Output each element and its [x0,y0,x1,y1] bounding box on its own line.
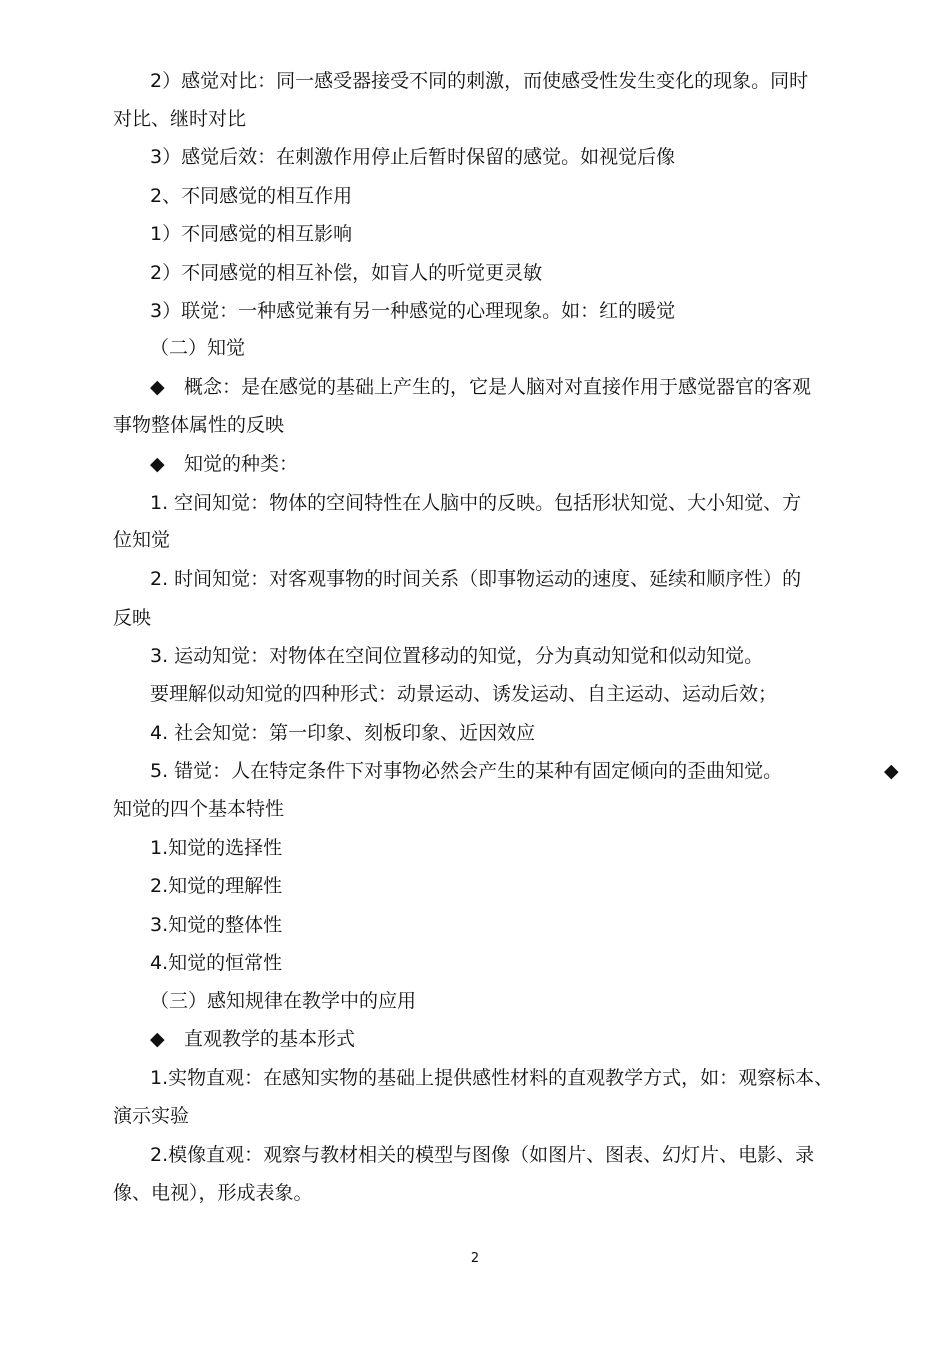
diamond-bullet-icon: ◆ [150,1028,165,1050]
diamond-bullet-icon: ◆ [150,376,165,398]
diamond-bullet-icon: ◆ [150,453,165,475]
page-number: 2 [470,1251,480,1266]
diamond-bullet-icon: ◆ [884,760,899,782]
